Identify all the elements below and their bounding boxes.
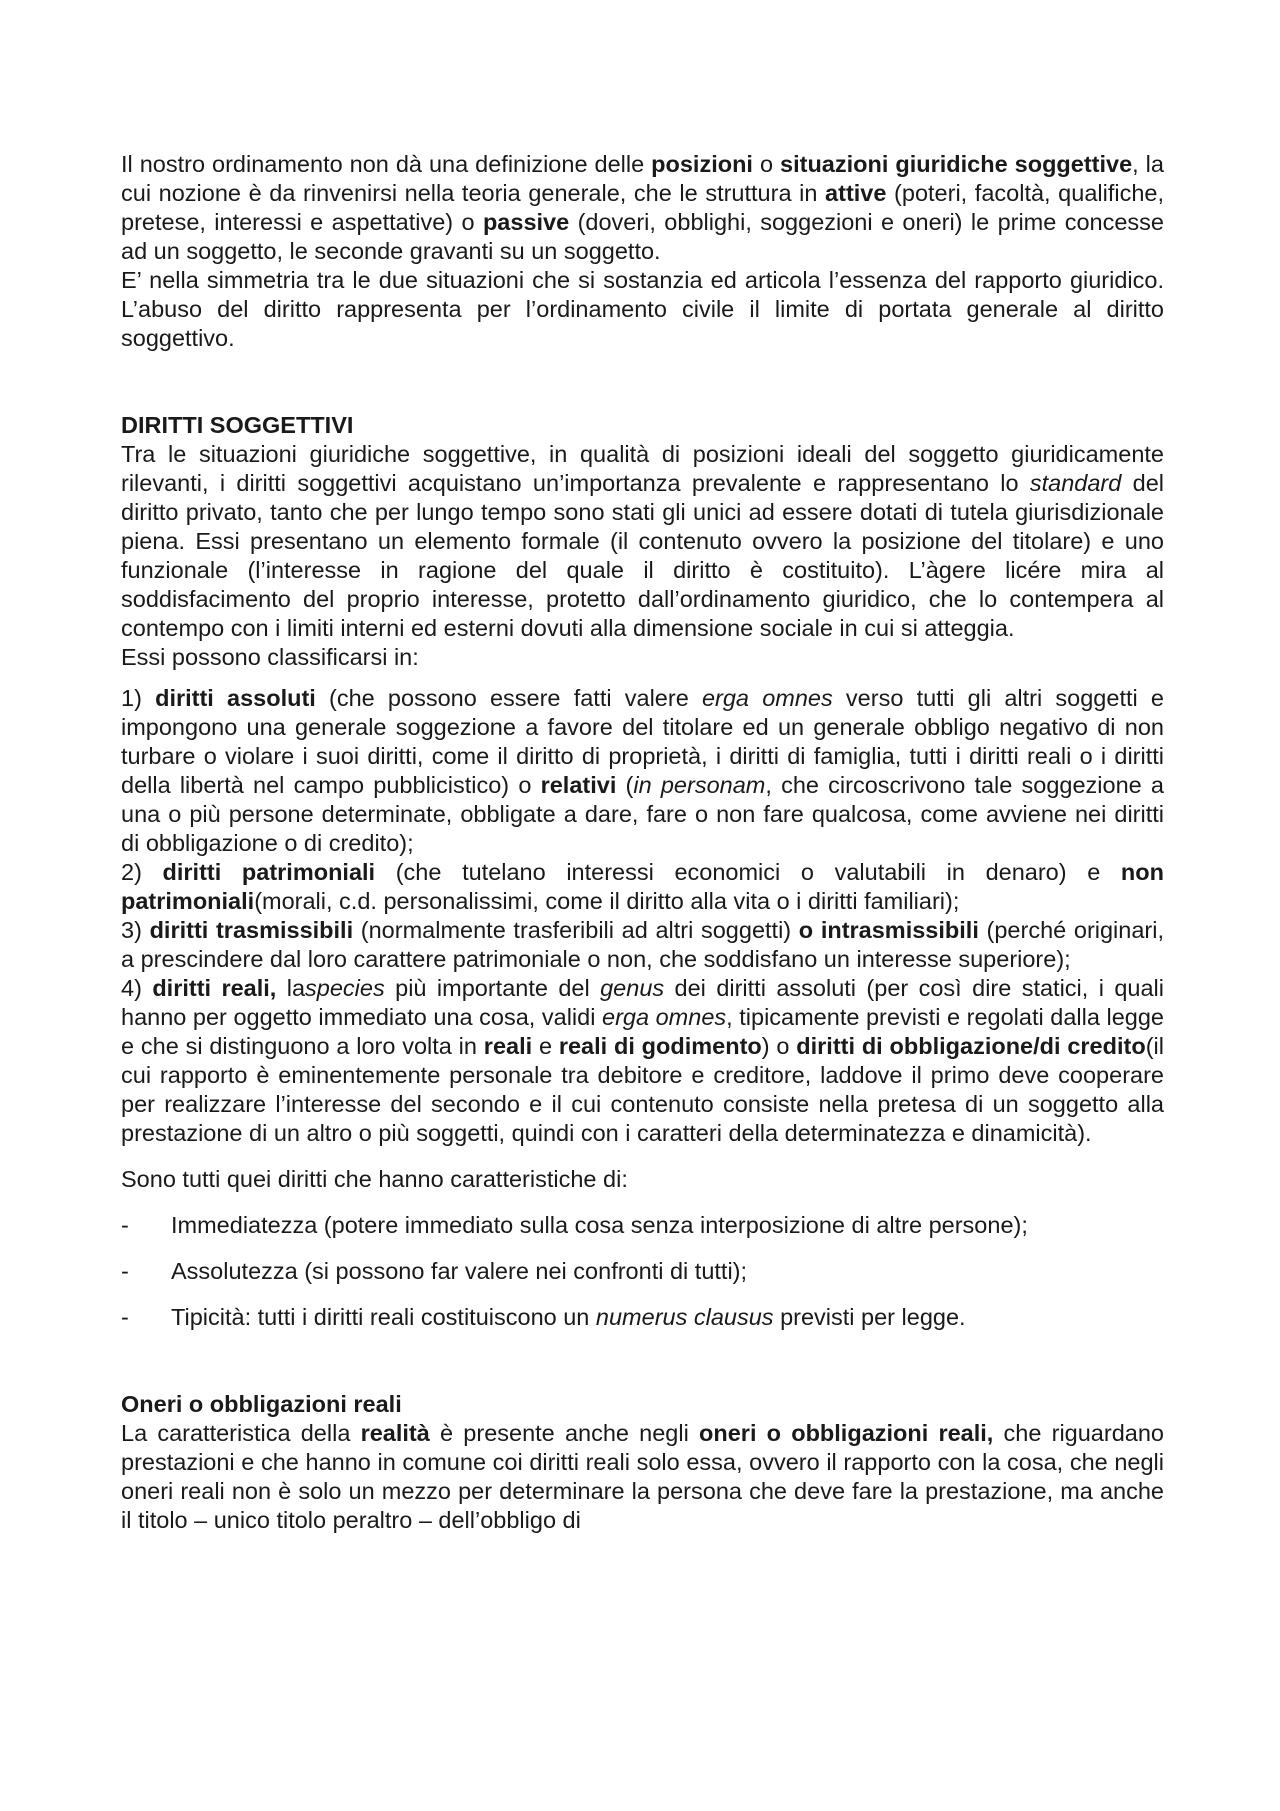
text-run: E’ nella simmetria tra le due situazioni che si sostanzia ed articola l’essenza del rapporto giuridico. L’abuso del diritto rappresenta per l’ordinamento civile il limite di portata generale al diritto soggettivo. (121, 267, 1164, 351)
bold-term: realità (360, 1420, 430, 1446)
text-run: la (276, 975, 306, 1001)
text-run: (il cui rapporto è eminentemente personale tra debitore e creditore, laddove il primo deve cooperare per realizzare l’interesse del secondo e il cui contenuto consiste nella pretesa di un soggetto alla prestazione di un altro o più soggetti, quindi con i caratteri della determinatezza e dinamicità). (121, 1033, 1164, 1146)
text-run: , che circoscrivono tale soggezione a una o più persone determinate, obbligate a dare, fare o non fare qualcosa, come avviene nei diritti di obbligazione o di credito); (121, 772, 1164, 856)
text-run: (morali, c.d. personalissimi, come il diritto alla vita o i diritti familiari); (254, 888, 960, 914)
text-run: del diritto privato, tanto che per lungo tempo sono stati gli unici ad essere dotati di tutela giurisdizionale piena. Essi presentano un elemento formale (il contenuto ovvero la posizione del titolare) e uno funzionale (l’interesse in ragione del quale il diritto è costituito). L’àgere licére mira al soddisfacimento del proprio interesse, protetto dall’ordinamento giuridico, che lo contempera al contempo con i limiti interni ed esterni dovuti alla dimensione sociale in cui si atteggia. (121, 470, 1165, 641)
section-heading-oneri: Oneri o obbligazioni reali (121, 1391, 402, 1417)
spacer (121, 353, 1164, 411)
dash-bullet: - (121, 1212, 129, 1238)
text-run: è presente anche negli (429, 1420, 700, 1446)
bold-term: situazioni giuridiche soggettive (780, 151, 1133, 177)
bold-term: diritti reali, (152, 975, 277, 1001)
text-run: 2) (121, 859, 163, 885)
bold-term: o intrasmissibili (798, 917, 979, 943)
characteristic-item-1 (121, 1211, 1164, 1240)
section-heading-diritti-soggettivi: DIRITTI SOGGETTIVI (121, 412, 354, 438)
text-run: Assolutezza (si possono far valere nei confronti di tutti); (171, 1258, 748, 1284)
text-run: 3) (121, 917, 150, 943)
dash-bullet: - (121, 1258, 129, 1284)
text-run: o (752, 151, 781, 177)
bold-term: diritti trasmissibili (149, 917, 354, 943)
text-run: che riguardano prestazioni e che hanno in comune coi diritti reali solo essa, ovvero il rapporto con la cosa, che negli oneri reali non è solo un mezzo per determinare la persona che deve fare la prestazione, ma anche il titolo – unico titolo peraltro – dell’obbligo di (121, 1420, 1164, 1533)
characteristic-text (171, 1257, 747, 1286)
text-run: La caratteristica della (121, 1420, 361, 1446)
spacer (121, 1240, 1164, 1257)
text-run: 1) (121, 685, 156, 711)
bold-term: relativi (540, 772, 617, 798)
text-run: dei diritti assoluti (per così dire statici, i quali hanno per oggetto immediato una cosa, validi (121, 975, 1164, 1030)
text-run: (doveri, obblighi, soggezioni e oneri) le prime concesse ad un soggetto, le seconde gravanti su un soggetto. (121, 209, 1164, 264)
text-run: Tipicità: tutti i diritti reali costituiscono un (171, 1304, 596, 1330)
italic-term: in personam (633, 772, 766, 798)
bold-term: attive (825, 180, 887, 206)
bold-term: posizioni (651, 151, 753, 177)
text-run: (normalmente trasferibili ad altri soggetti) (353, 917, 799, 943)
intro-paragraph-1 (121, 150, 1164, 266)
spacer (121, 1148, 1164, 1165)
characteristic-item-3 (121, 1303, 1164, 1332)
text-run: Immediatezza (potere immediato sulla cosa senza interposizione di altre persone); (171, 1212, 1028, 1238)
italic-term: numerus clausus (595, 1304, 774, 1330)
text-run: , tipicamente previsti e regolati dalla legge e che si distinguono a loro volta in (121, 1004, 1164, 1059)
dash-bullet: - (121, 1304, 129, 1330)
text-run: (poteri, facoltà, qualifiche, pretese, interessi e aspettative) o (121, 180, 1164, 235)
document-page (121, 150, 1164, 1535)
bold-term: passive (482, 209, 570, 235)
spacer (121, 672, 1164, 684)
characteristic-text (171, 1303, 966, 1332)
text-run: verso tutti gli altri soggetti e impongono una generale soggezione a favore del titolare ed un generale obbligo negativo di non turbare o violare i suoi diritti, come il diritto di proprietà, i diritti di famiglia, tutti i diritti reali o i diritti della libertà nel campo pubblicistico) o (121, 685, 1164, 798)
text-run: e (532, 1033, 559, 1059)
classification-item-2 (121, 858, 1164, 916)
text-run: previsti per legge. (773, 1304, 966, 1330)
spacer (121, 1332, 1164, 1390)
characteristic-item-2 (121, 1257, 1164, 1286)
italic-term: standard (1029, 470, 1122, 496)
bold-term: oneri o obbligazioni reali, (699, 1420, 994, 1446)
italic-term: erga omnes (701, 685, 833, 711)
intro-paragraph-2 (121, 266, 1164, 353)
bold-term: reali di godimento (558, 1033, 762, 1059)
bold-term: non patrimoniali (121, 859, 1164, 914)
text-run: Essi possono classificarsi in: (121, 644, 419, 670)
bold-term: reali (483, 1033, 533, 1059)
text-run: (che tutelano interessi economici o valutabili in denaro) e (375, 859, 1121, 885)
text-run: Il nostro ordinamento non dà una definizione delle (121, 151, 652, 177)
oneri-paragraph-1 (121, 1419, 1164, 1535)
reali-intro: Sono tutti quei diritti che hanno caratteristiche di: (121, 1166, 628, 1192)
diritti-paragraph-1 (121, 440, 1164, 643)
bold-term: diritti patrimoniali (162, 859, 376, 885)
italic-term: species (305, 975, 385, 1001)
spacer (121, 1194, 1164, 1211)
text-run: , la cui nozione è da rinvenirsi nella teoria generale, che le struttura in (121, 151, 1164, 206)
text-run: 4) (121, 975, 153, 1001)
text-run: ) o (761, 1033, 797, 1059)
spacer (121, 1286, 1164, 1303)
classification-item-1 (121, 684, 1164, 858)
text-run: più importante del (384, 975, 601, 1001)
text-run: (perché originari, a prescindere dal loro carattere patrimoniale o non, che soddisfano un interesse superiore); (121, 917, 1164, 972)
italic-term: genus (600, 975, 665, 1001)
text-run: ( (616, 772, 634, 798)
classification-item-4 (121, 974, 1164, 1148)
diritti-paragraph-2 (121, 643, 1164, 672)
bold-term: diritti assoluti (155, 685, 316, 711)
bold-term: diritti di obbligazione/di credito (796, 1033, 1146, 1059)
text-run: Tra le situazioni giuridiche soggettive, in qualità di posizioni ideali del soggetto giuridicamente rilevanti, i diritti soggettivi acquistano un’importanza prevalente e rappresentano lo (121, 441, 1164, 496)
italic-term: erga omnes (602, 1004, 727, 1030)
characteristic-text (171, 1211, 1028, 1240)
classification-item-3 (121, 916, 1164, 974)
text-run: (che possono essere fatti valere (315, 685, 702, 711)
